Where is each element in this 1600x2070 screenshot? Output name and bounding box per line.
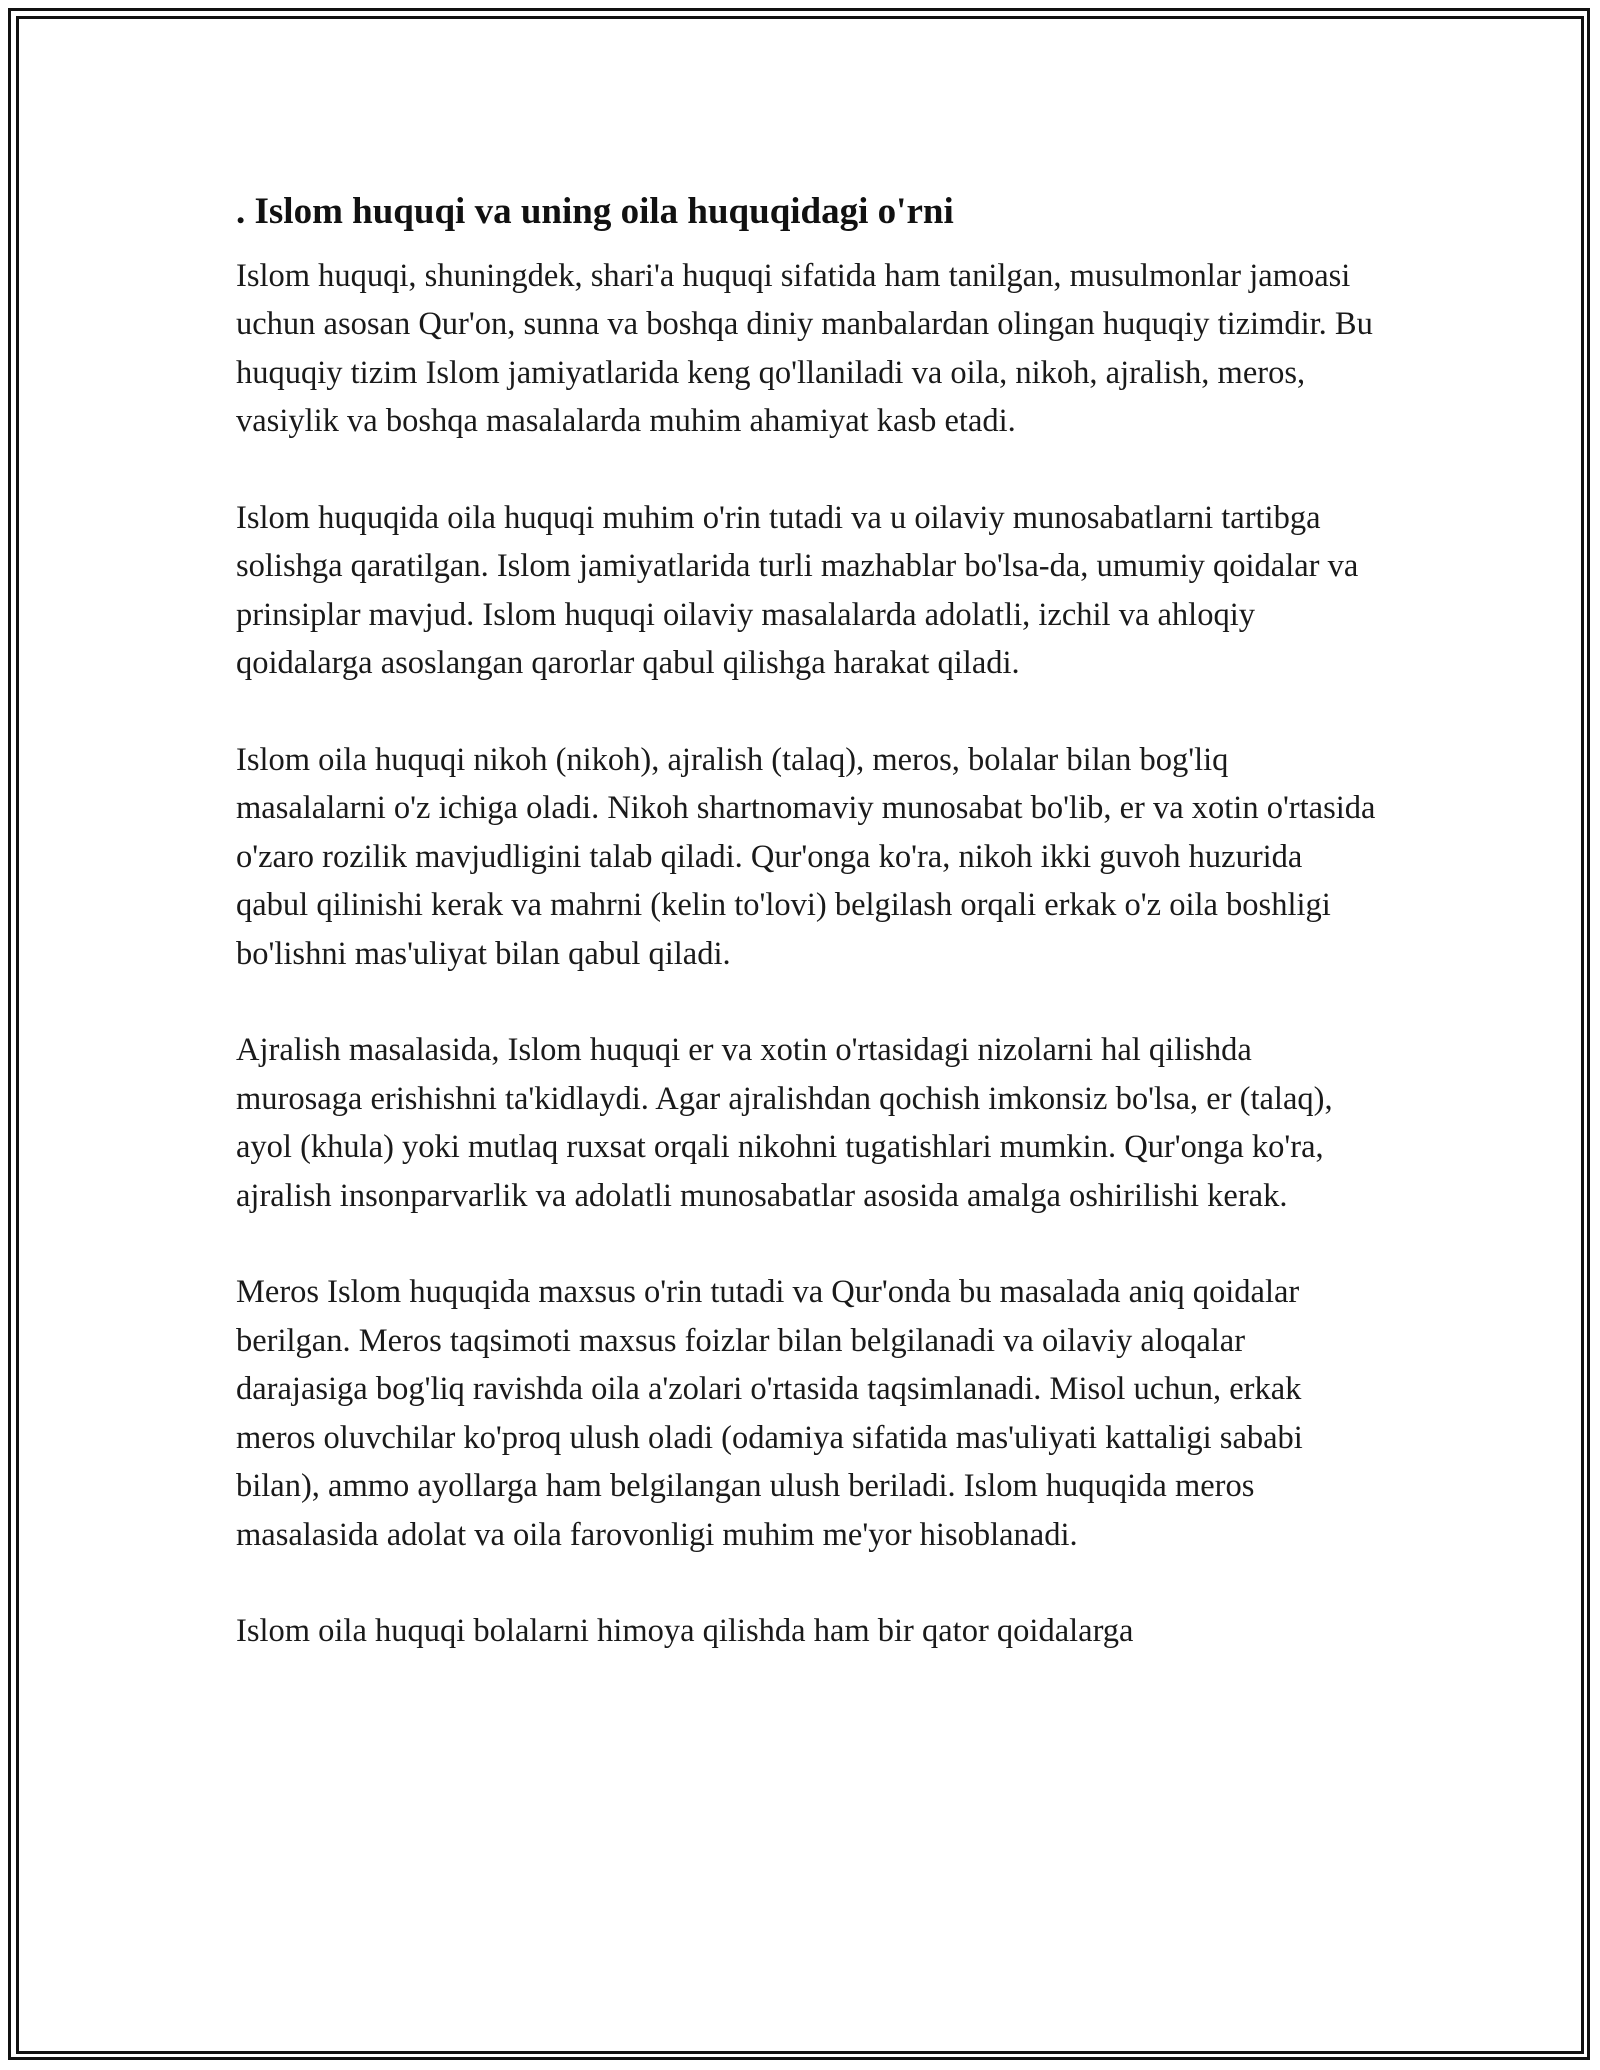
paragraph-intro: Islom huquqi, shuningdek, shari'a huquqi sifatida ham tanilgan, musulmonlar jamoasi uchun asosan Qur'on, sunna va boshqa diniy manbalardan olingan huquqiy tizimdir. Bu huquqiy tizim Islom jamiyatlarida keng qo'llaniladi va oila, nikoh, ajralish, meros, vasiylik va boshqa masalalarda muhim ahamiyat kasb etadi. bbox=[236, 258, 1373, 440]
paragraph-divorce: Ajralish masalasida, Islom huquqi er va xotin o'rtasidagi nizolarni hal qilishda murosaga erishishni ta'kidlaydi. Agar ajralishdan qochish imkonsiz bo'lsa, er (talaq), ayol (khula) yoki mutlaq ruxsat orqali nikohni tugatishlari mumkin. Qur'onga ko'ra, ajralish insonparvarlik va adolatli munosabatlar asosida amalga oshirilishi kerak. bbox=[236, 1032, 1333, 1214]
paragraph-marriage: Islom oila huquqi nikoh (nikoh), ajralish (talaq), meros, bolalar bilan bog'liq masalalarni o'z ichiga oladi. Nikoh shartnomaviy munosabat bo'lib, er va xotin o'rtasida o'zaro rozilik mavjudligini talab qiladi. Qur'onga ko'ra, nikoh ikki guvoh huzurida qabul qilinishi kerak va mahrni (kelin to'lovi) belgilash orqali erkak o'z oila boshligi bo'lishni mas'uliyat bilan qabul qiladi. bbox=[236, 742, 1376, 972]
document-body bbox=[236, 186, 1376, 1704]
paragraph-inheritance: Meros Islom huquqida maxsus o'rin tutadi va Qur'onda bu masalada aniq qoidalar berilgan. Meros taqsimoti maxsus foizlar bilan belgilanadi va oilaviy aloqalar darajasiga bog'liq ravishda oila a'zolari o'rtasida taqsimlanadi. Misol uchun, erkak meros oluvchilar ko'proq ulush oladi (odamiya sifatida mas'uliyati kattaligi sababi bilan), ammo ayollarga ham belgilangan ulush beriladi. Islom huquqida meros masalasida adolat va oila farovonligi muhim me'yor hisoblanadi. bbox=[236, 1274, 1303, 1553]
paragraph-children: Islom oila huquqi bolalarni himoya qilishda ham bir qator qoidalarga bbox=[236, 1613, 1134, 1650]
document-title: . Islom huquqi va uning oila huquqidagi o'rni bbox=[236, 191, 954, 232]
paragraph-family-law: Islom huquqida oila huquqi muhim o'rin tutadi va u oilaviy munosabatlarni tartibga solishga qaratilgan. Islom jamiyatlarida turli mazhablar bo'lsa-da, umumiy qoidalar va prinsiplar mavjud. Islom huquqi oilaviy masalalarda adolatli, izchil va ahloqiy qoidalarga asoslangan qarorlar qabul qilishga harakat qiladi. bbox=[236, 500, 1359, 682]
